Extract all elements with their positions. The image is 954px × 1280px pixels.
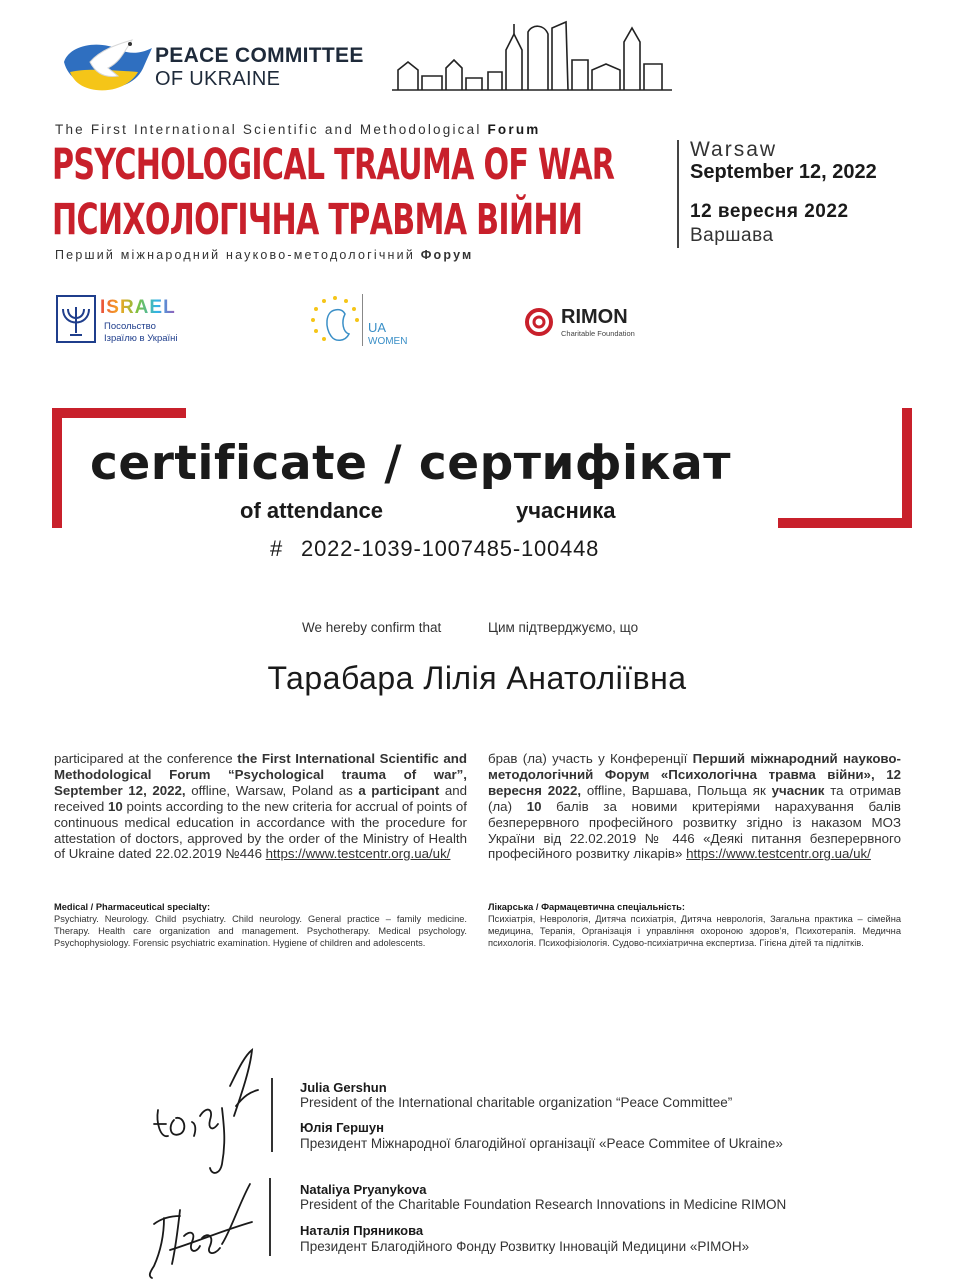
- city-en: Warsaw: [690, 138, 778, 161]
- signature-divider-2: [269, 1178, 271, 1256]
- specialty-en: [54, 901, 467, 949]
- specialty-ua: [488, 901, 901, 949]
- date-ua: 12 вересня 2022: [690, 201, 849, 222]
- certificate-hash: #: [270, 536, 284, 561]
- signatory-1-name-ua: Юлія Гершун: [300, 1120, 384, 1135]
- peace-committee-dove-logo: [60, 32, 160, 96]
- ua-women-divider: [362, 294, 363, 346]
- certificate-title: certificate / сертифікат: [90, 436, 732, 491]
- frame-bracket-right: [778, 408, 912, 528]
- testcentr-link-ua[interactable]: https://www.testcentr.org.ua/uk/: [686, 846, 871, 862]
- signature-pryanykova: [140, 1172, 270, 1280]
- ua-women-logo-icon: [305, 292, 365, 352]
- body-text-en: participared at the conference the First International Scientific and Methodological Forum “Psychological trauma of war”, September 12, 2022, offline, Warsaw, Poland as a participant and received 10 points according to the new criteria for accrual of points of continuous medical education in accordance with the procedure for attestation of doctors, approved by the order of the Ministry of Health of Ukraine dated 22.02.2019 №446 https://www.testcentr.org.ua/uk/: [54, 751, 468, 862]
- signatory-1-name-en: Julia Gershun: [300, 1080, 387, 1095]
- signatory-2-role-ua: Президент Благодійного Фонду Розвитку Інновацій Медицини «РІМОН»: [300, 1239, 750, 1254]
- forum-title-en: PSYCHOLOGICAL TRAUMA OF WAR: [52, 140, 615, 190]
- specialty-text-en: Psychiatry. Neurology. Child psychiatry. Child neurology. General practice – family medicine. Therapy. Health care organization and management. Psychotherapy. Medical psychology. Psychophysiology. Forensic psychiatric examination. Hygiene of children and adolescents.: [54, 914, 467, 948]
- participant-name: Тарабара Лілія Анатоліївна: [267, 660, 687, 696]
- certificate-subtitle-en: of attendance: [240, 498, 384, 523]
- city-ua: Варшава: [690, 225, 774, 246]
- signatory-2-name-en: Nataliya Pryanykova: [300, 1182, 427, 1197]
- rimon-name: RIMON: [561, 306, 628, 328]
- body-text-ua: брав (ла) участь у Конференції Перший міжнародний науково-методологічний Форум «Психологічна травма війни», 12 вересня 2022, offline, Варшава, Польща як учасник та отримав (ла) 10 балів за новими критеріями нарахування балів безперервного професійного розвитку згідно із наказом МОЗ України від 22.02.2019 № 446 «Деякі питання безперервного професійного розвитку лікарів» https://www.testcentr.org.ua/uk/: [488, 751, 902, 862]
- rimon-subtitle: Charitable Foundation: [561, 329, 635, 338]
- signature-gershun: [140, 1046, 270, 1181]
- specialty-heading-en: Medical / Pharmaceutical specialty:: [54, 902, 211, 912]
- israel-menorah-emblem-icon: [56, 295, 96, 343]
- date-en: September 12, 2022: [690, 161, 877, 183]
- warsaw-skyline-icon: [392, 20, 672, 92]
- org-name-line1: PEACE COMMITTEE: [155, 44, 364, 67]
- signature-divider-1: [271, 1078, 273, 1152]
- israel-embassy-line1: Посольство: [104, 321, 156, 332]
- signatory-1-role-en: President of the International charitable organization “Peace Committee”: [300, 1095, 733, 1110]
- confirm-text-en: We hereby confirm that: [302, 620, 442, 635]
- testcentr-link-en[interactable]: https://www.testcentr.org.ua/uk/: [265, 846, 451, 862]
- signatory-1-role-ua: Президент Міжнародної благодійної організації «Peace Commitee of Ukraine»: [300, 1136, 783, 1151]
- confirm-text-ua: Цим підтверджуємо, що: [488, 620, 639, 635]
- org-name-line2: OF UKRAINE: [155, 68, 281, 90]
- specialty-heading-ua: Лікарська / Фармацевтична спеціальність:: [488, 902, 685, 912]
- certificate-number: 2022-1039-1007485-100448: [301, 536, 600, 561]
- ua-women-label: UA: [368, 320, 387, 335]
- certificate-subtitle-ua: учасника: [516, 498, 616, 523]
- forum-subtitle-ua: Перший міжнародний науково-методологічний Форум: [55, 248, 474, 262]
- israel-wordmark: ISRAEL: [100, 297, 176, 318]
- ua-women-sublabel: WOMEN: [368, 336, 408, 347]
- signatory-2-name-ua: Наталія Пряникова: [300, 1223, 424, 1238]
- certificate-number-row: [270, 536, 599, 562]
- forum-title-ua: ПСИХОЛОГІЧНА ТРАВМА ВІЙНИ: [52, 195, 583, 245]
- rimon-logo-icon: [524, 307, 554, 337]
- forum-subtitle-en: The First International Scientific and Methodological Forum: [55, 122, 541, 137]
- israel-embassy-line2: Ізраїлю в Україні: [104, 333, 178, 344]
- specialty-text-ua: Психіатрія, Неврологія, Дитяча психіатрія, Дитяча неврологія, Загальна практика – сімейна медицина, Терапія, Організація і управління охороною здоров’я, Психотерапія. Медична психологія. Психофізіологія. Судово-психіатрична експертиза. Гігієна дітей та підлітків.: [488, 914, 901, 948]
- signatory-2-role-en: President of the Charitable Foundation Research Innovations in Medicine RIMON: [300, 1197, 787, 1212]
- date-divider: [677, 140, 679, 248]
